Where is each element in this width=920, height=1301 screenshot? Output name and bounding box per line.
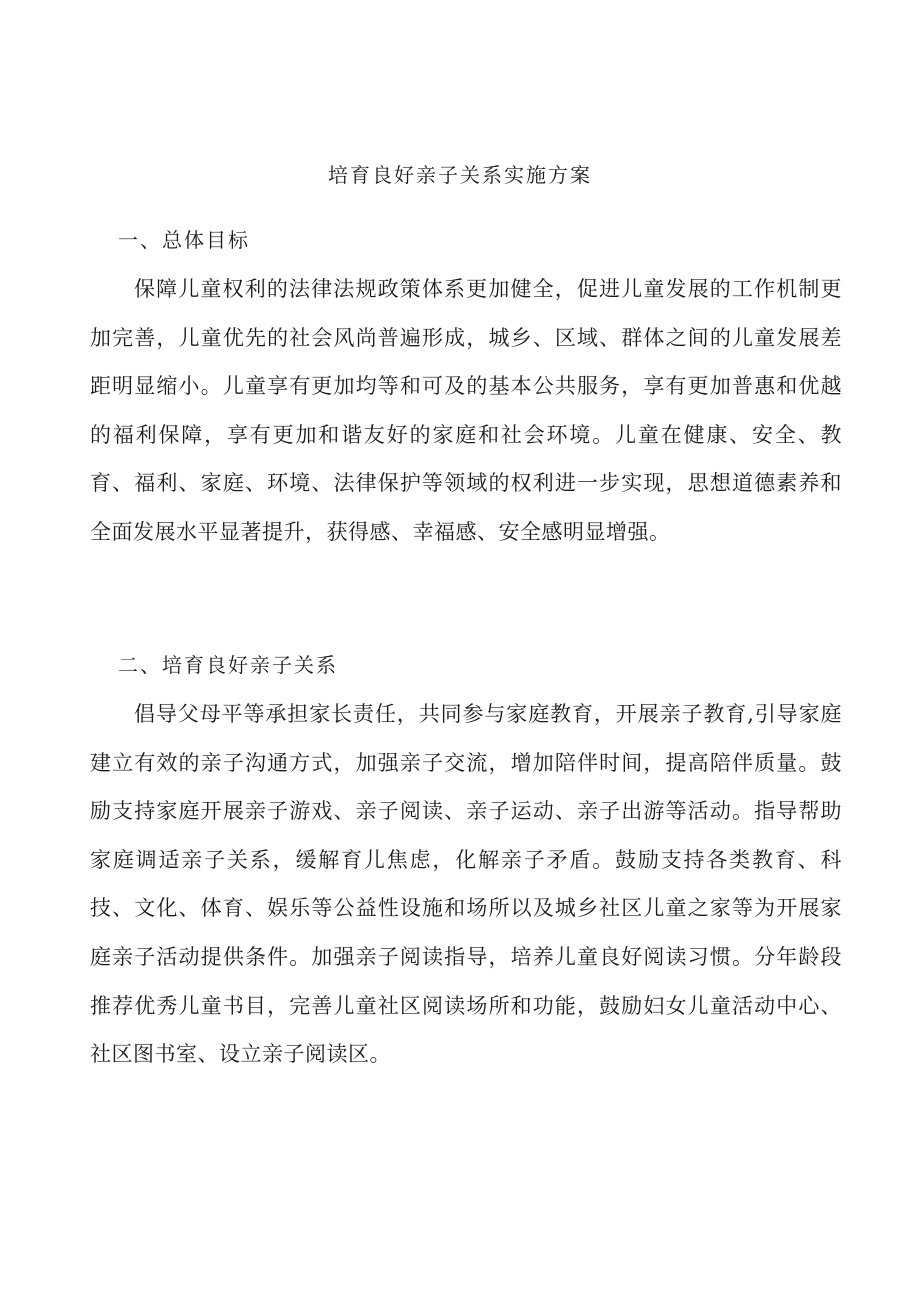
section-heading-parent-child-relations: 二、培育良好亲子关系	[118, 653, 338, 677]
section-heading-overall-goals: 一、总体目标	[118, 228, 250, 252]
section-paragraph-overall-goals: 保障儿童权利的法律法规政策体系更加健全，促进儿童发展的工作机制更加完善，儿童优先的社会风尚普遍形成，城乡、区域、群体之间的儿童发展差距明显缩小。儿童享有更加均等和可及的基本公共服务，享有更加普惠和优越的福利保障，享有更加和谐友好的家庭和社会环境。儿童在健康、安全、教育、福利、家庭、环境、法律保护等领域的权利进一步实现，思想道德素养和全面发展水平显著提升，获得感、幸福感、安全感明显增强。	[90, 277, 842, 544]
document-title: 培育良好亲子关系实施方案	[328, 163, 592, 187]
section-paragraph-parent-child-relations: 倡导父母平等承担家长责任，共同参与家庭教育，开展亲子教育,引导家庭建立有效的亲子沟通方式，加强亲子交流，增加陪伴时间，提高陪伴质量。鼓励支持家庭开展亲子游戏、亲子阅读、亲子运动、亲子出游等活动。指导帮助家庭调适亲子关系，缓解育儿焦虑，化解亲子矛盾。鼓励支持各类教育、科技、文化、体育、娱乐等公益性设施和场所以及城乡社区儿童之家等为开展家庭亲子活动提供条件。加强亲子阅读指导，培养儿童良好阅读习惯。分年龄段推荐优秀儿童书目，完善儿童社区阅读场所和功能，鼓励妇女儿童活动中心、社区图书室、设立亲子阅读区。	[90, 702, 842, 1067]
